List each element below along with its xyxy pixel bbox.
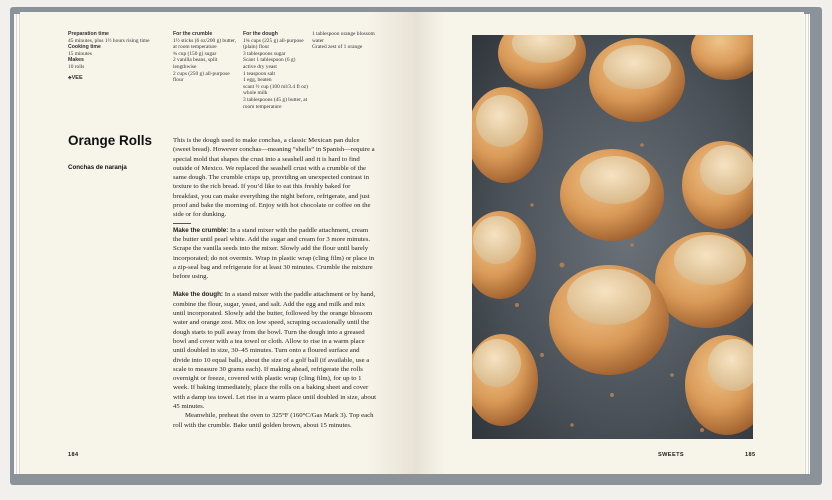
dough-ingredients xyxy=(243,31,308,110)
recipe-meta xyxy=(68,31,162,81)
diet-icon: ♣ xyxy=(68,74,72,81)
ingredient-item: 1 tablespoon orange blossom water xyxy=(312,31,375,44)
recipe-body xyxy=(173,136,378,430)
dough-method-text: In a stand mixer with the paddle attachment or by hand, combine the flour, sugar, yeast, and salt. Add the egg and milk and mix until incorporated. Slowly add the butter, followed by the orange blossom water and orange zest. Mix on low speed, scraping occasionally until the dough starts to pull away from the bowl. Turn the dough into a greased bowl and cover with a tea towel or cloth. Allow to rise in a warm place until doubled in size, 30–45 minutes. Turn onto a floured surface and divide into 10 equal balls, about the size of a golf ball (if available, use a scale to measure 30 grams each). If making ahead, refrigerate the rolls overnight or freeze, covered with plastic wrap (cling film), for up to 1 week. If baking immediately, place the rolls on a baking sheet and cover with a damp tea towel. Let rise in a warm place until doubled in size, about 45 minutes. xyxy=(173,291,377,411)
ingredient-item: 2 cups (250 g) all-purpose flour xyxy=(173,70,230,84)
ingredient-item: 1½ sticks (6 oz/200 g) butter, at room temperature xyxy=(173,37,237,51)
diet-tag-text: VEE xyxy=(71,74,83,81)
cook-time-value: 15 minutes xyxy=(68,50,92,57)
orange-rolls-photo xyxy=(472,35,753,439)
dough-method-label: Make the dough: xyxy=(173,291,224,299)
extra-ingredients xyxy=(312,31,378,51)
ingredient-item: 1 teaspoon salt xyxy=(243,70,276,77)
ingredient-item: 2 vanilla beans, split lengthwise xyxy=(173,57,218,70)
vegetarian-tag xyxy=(68,75,162,82)
ingredient-item: 3 tablespoons sugar xyxy=(243,50,286,57)
ingredient-item: Grated zest of 1 orange xyxy=(312,44,363,51)
crumble-ingredients xyxy=(173,31,239,84)
crumble-method-label: Make the crumble: xyxy=(173,226,229,234)
page-number-left: 184 xyxy=(68,452,79,458)
prep-time-label: Preparation time xyxy=(68,31,109,37)
makes-value: 10 rolls xyxy=(68,63,85,70)
ingredient-item: Scant 1 tablespoon (6 g) active dry yeast xyxy=(243,57,296,70)
final-step: Meanwhile, preheat the oven to 325°F (160°C/Gas Mark 3). Top each roll with the crumble. Bake until golden brown, about 15 minutes. xyxy=(173,412,374,429)
ingredient-item: 1 egg, beaten xyxy=(243,77,272,84)
orange-rolls-illustration xyxy=(472,35,753,439)
dough-method xyxy=(173,290,378,411)
ingredient-item: 3 tablespoons (45 g) butter, at room temperature xyxy=(243,96,308,110)
crumble-heading: For the crumble xyxy=(173,31,213,37)
ingredient-item: 1¾ cups (225 g) all-purpose (plain) flour xyxy=(243,37,304,51)
intro-paragraph: This is the dough used to make conchas, a classic Mexican pan dulce (sweet bread). However conchas—meaning “shells” in Spanish—require a special mold that shapes the crust into a seashell and it is hard to find outside of Mexico. We replaced the seashell crust with a crumble of the same dough. The crumble crisps up, providing an unexpected contrast in texture to the rich bread. If you’d like to eat this freshly baked for breakfast, you can make everything the night before, refrigerate, and just proof and bake the morning of. Enjoy with hot chocolate or coffee on the side or for dunking. xyxy=(173,137,375,219)
recipe-subtitle: Conchas de naranja xyxy=(68,164,127,171)
page-number-right: 185 xyxy=(745,452,756,458)
crumble-method xyxy=(173,226,378,282)
crumble-method-text: In a stand mixer with the paddle attachment, cream the butter until pearl white. Add the sugar and cream for 3 more minutes. Scrape the vanilla seeds into the mixer. Slowly add the flour until barely incorporated; do not overmix. Wrap in plastic wrap (cling film) or place in a zip-seal bag and refrigerate for at least 30 minutes. Crumble the mixture before using. xyxy=(173,226,375,281)
cook-time-label: Cooking time xyxy=(68,44,101,51)
section-label: SWEETS xyxy=(658,452,685,458)
page-edges-right xyxy=(803,14,810,474)
ingredient-item: ¾ cup (150 g) sugar xyxy=(173,50,217,57)
dough-heading: For the dough xyxy=(243,31,278,37)
recipe-title: Orange Rolls xyxy=(68,133,153,148)
makes-label: Makes xyxy=(68,57,84,64)
ingredient-item: scant ½ cup (100 ml/3.4 fl oz) whole milk xyxy=(243,83,308,97)
divider xyxy=(173,223,191,224)
prep-time-value: 45 minutes, plus 1½ hours rising time xyxy=(68,37,150,44)
